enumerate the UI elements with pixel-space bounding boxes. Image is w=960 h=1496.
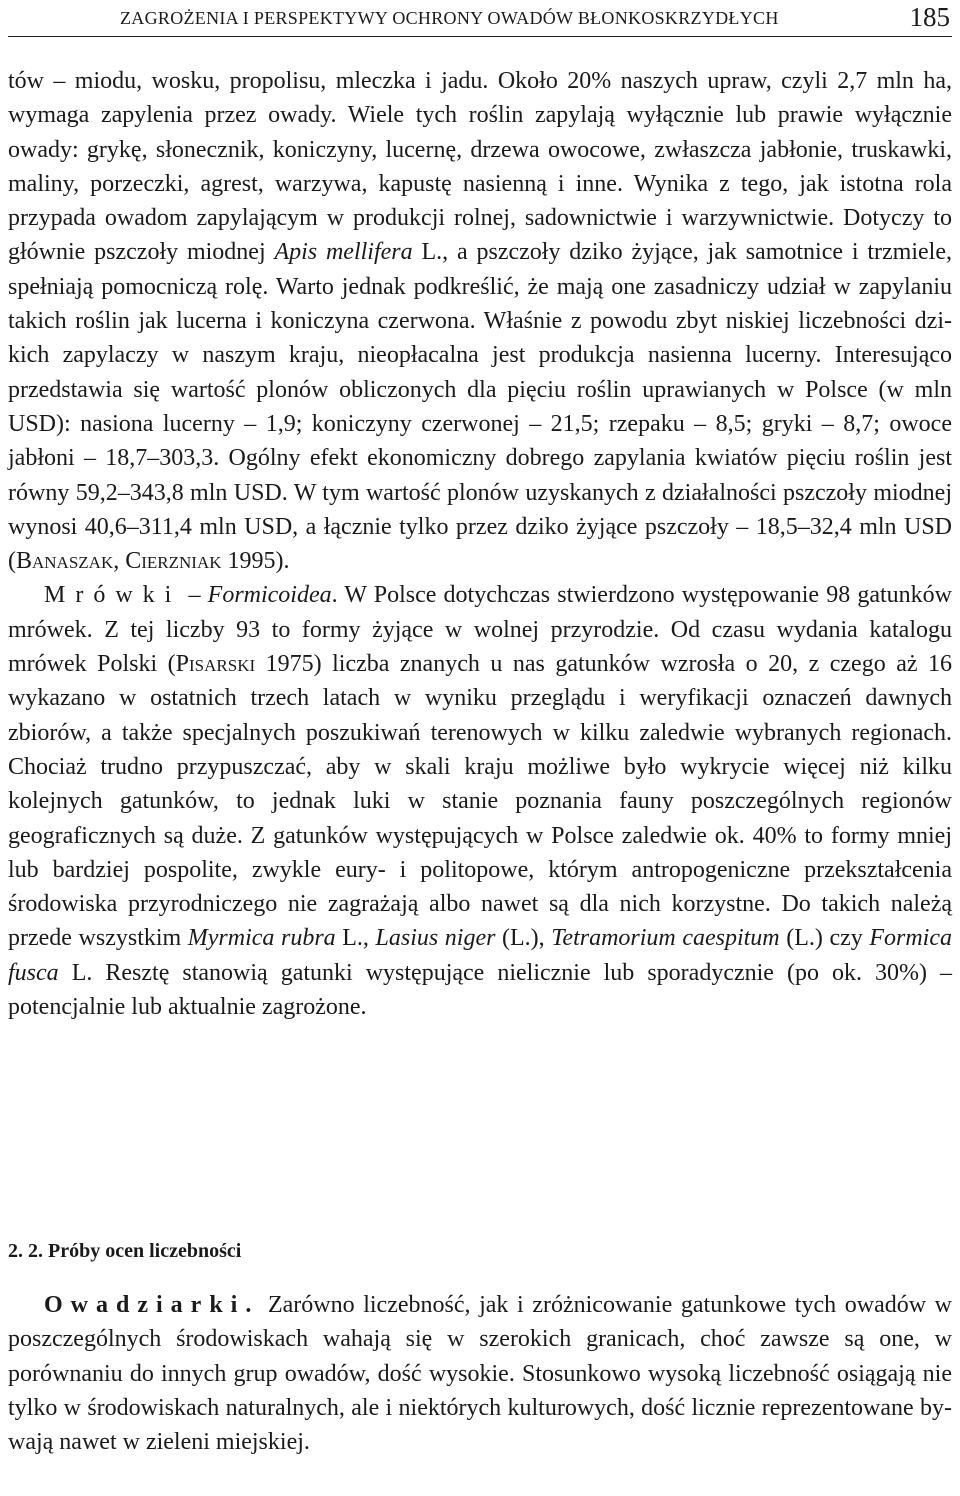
- group-lead: Owadziarki.: [44, 1292, 260, 1318]
- paragraph-ants: [8, 578, 952, 1024]
- text-run: –: [181, 582, 208, 609]
- text-run: L., a pszczoły dziko żyjące, jak samotnice i trzmiele, spełniają pomocniczą rolę. Warto jednak podkreślić, że mają one zasadniczy udział w zapylaniu takich roślin jak lucerna i koniczyna czerwona. Właśnie z powodu zbyt niskiej liczebności dzikich zapylaczy w naszym kraju, nieopłacalna jest produkcja nasienna lucerny. Interesująco przedstawia się wartość plonów obliczonych dla pięciu roślin uprawianych w Polsce (w mln USD): nasiona lucerny – 1,9; koniczyny czerwonej – 21,5; rzepaku – 8,5; gryki – 8,7; owoce jabłoni – 18,7–303,3. Ogólny efekt ekonomiczny dobrego zapylania kwiatów pięciu roślin jest równy 59,2–343,8 mln USD. W tym wartość plonów uzyskanych z działalności pszczoły miodnej wynosi 40,6–311,4 mln USD, a łącznie tylko przez dziko żyjące pszczoły – 18,5–32,4 mln USD (: [8, 239, 952, 575]
- species-name: Apis mellifera: [274, 239, 413, 266]
- text-run: L.,: [335, 925, 376, 952]
- running-header: [8, 4, 952, 37]
- species-name: Formica fusca: [8, 925, 952, 986]
- text-run: . W Polsce dotychczas stwierdzono występowanie 98 gatunków mrówek. Z tej liczby 93 to formy żyjące w wolnej przyrodzie. Od czasu wydania katalogu mrówek Polski (: [8, 582, 953, 678]
- page-number: 185: [909, 2, 950, 32]
- species-name: Tetramorium caespitum: [551, 925, 780, 952]
- text-run: 1975) liczba znanych u nas gatunków wzrosła o 20, z czego aż 16 wykazano w ostatnich trzech latach w wyniku przeglądu i weryfikacji oznaczeń dawnych zbiorów, a także specjalnych poszukiwań terenowych w kilku zaledwie wybranych regionach. Chociaż trudno przypuszczać, aby w skali kraju możliwe było wykrycie więcej niż kilku kolejnych gatunków, to jednak luki w stanie poznania fauny poszczególnych regionów geograficznych są duże. Z gatunków występujących w Polsce zaledwie ok. 40% to formy mniej lub bardziej pospolite, zwykle eury- i politopowe, którym antropogeniczne przekształcenia środowiska przyrodniczego nie zagrażają albo nawet są dla nich korzystne. Do takich należą przede wszystkim: [8, 651, 952, 952]
- text-run: (L.),: [495, 925, 552, 952]
- species-name: Myrmica rubra: [187, 925, 336, 952]
- paragraph-pollinators: [8, 64, 952, 578]
- section-heading: 2. 2. Próby ocen liczebności: [8, 1240, 242, 1262]
- text-run: tów – miodu, wosku, propolisu, mleczka i jadu. Około 20% naszych upraw, czyli 2,7 mln ha, wymaga zapylenia przez owady. Wiele tych roślin zapylają wyłącznie lub prawie wyłącznie owady: grykę, słonecznik, koniczyny, lucernę, drzewa owocowe, zwłaszcza jabłonie, truskawki, maliny, porzeczki, agrest, warzywa, kapustę nasienną i inne. Wynika z tego, jak istotna rola przypada owadom zapylającym w produkcji rolnej, sadownictwie i warzywnictwie. Dotyczy to głównie pszczoły miodnej: [8, 68, 952, 266]
- species-name: Lasius niger: [375, 925, 496, 952]
- group-lead: Mrówki: [44, 582, 182, 609]
- text-run: (L.) czy: [779, 925, 870, 952]
- citation-year: 1995).: [221, 548, 290, 575]
- text-run: L. Resztę stanowią gatunki występujące nielicznie lub sporadycznie (po ok. 30%) – potencjalnie lub aktualnie zagrożone.: [8, 959, 952, 1021]
- running-title: ZAGROŻENIA I PERSPEKTYWY OCHRONY OWADÓW BŁONKOSKRZYDŁYCH: [120, 8, 779, 28]
- text-run: Zarówno liczebność, jak i zróżnicowanie gatunkowe tych owadów w poszczególnych środowiskach wahają się w szerokich granicach, choć zawsze są one, w porównaniu do innych grup owadów, dość wysokie. Stosunkowo wysoką liczebność osiągają nie tylko w środowiskach naturalnych, ale i niektórych kulturowych, dość licznie reprezentowane bywają nawet w zieleni miejskiej.: [8, 1292, 952, 1456]
- paragraph-sawflies: [8, 1288, 952, 1459]
- body-text: [8, 64, 952, 1024]
- citation-author: Banaszak, Cierzniak: [16, 548, 222, 575]
- taxon-name: Formicoidea: [207, 582, 332, 609]
- body-text-section: [8, 1288, 952, 1459]
- citation-author: Pisarski: [175, 651, 256, 678]
